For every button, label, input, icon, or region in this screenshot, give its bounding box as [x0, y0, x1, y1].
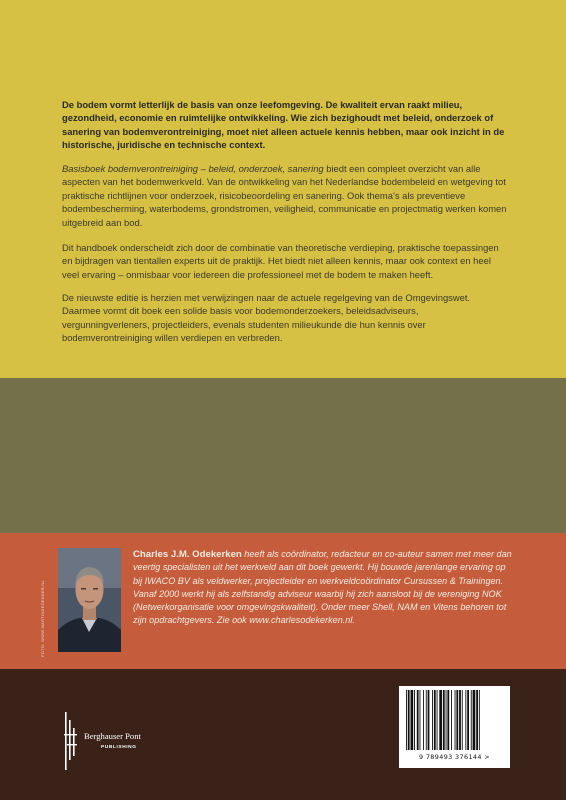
author-bio-text: heeft als coördinator, redacteur en co-auteur samen met meer dan veertig specialisten uit het werkveld aan dit boek gewerkt. Hij bouwde jarenlange ervaring op bij IWACO BV als veldwerker, projectleider en werkveldcoördinator Cursussen & Trainingen. Vanaf 2000 werkt hij als zelfstandig adviseur waarbij hij zich aansloot bij de vereniging NOK (Netwerkorganisatie voor omgevingskwaliteit). Onder meer Shell, NAM en Vitens behoren tot zijn opdrachtgevers. Zie ook www.charlesodekerken.nl.: [133, 549, 512, 626]
publisher-mark-icon: [63, 712, 79, 770]
photo-credit: [40, 547, 48, 657]
intro-paragraph: De bodem vormt letterlijk de basis van onze leefomgeving. De kwaliteit ervan raakt milieu, gezondheid, economie en ruimtelijke ontwikkeling. Wie zich bezighoudt met beleid, onderzoek of sanering van bodemverontreiniging, moet niet alleen actuele kennis hebben, maar ook inzicht in de historische, juridische en technische context.: [62, 99, 505, 151]
publisher-sub: PUBLISHING: [101, 745, 137, 750]
author-bio: [133, 548, 513, 628]
book-title: Basisboek bodemverontreiniging – beleid, onderzoek, sanering: [62, 163, 324, 174]
olive-band: [0, 378, 566, 533]
barcode-bars-icon: [404, 690, 505, 750]
author-photo: [58, 548, 121, 652]
isbn-text: 9 789493 376144 >: [418, 753, 491, 761]
author-name: Charles J.M. Odekerken: [133, 549, 242, 560]
description-text: biedt een compleet overzicht van alle aspecten van het bodemwerkveld. Van de ontwikkeling van het Nederlandse bodembeleid en wetgeving tot praktische richtlijnen voor onderzoek, risicobeoordeling en sanering. Ook thema’s als preventieve bodembescherming, waterbodems, grondstromen, veiligheid, communicatie en projectmatig werken komen uitgebreid aan bod.: [62, 163, 507, 228]
publisher-logo: [63, 712, 183, 772]
description-paragraph: [62, 162, 508, 229]
handbook-paragraph: Dit handboek onderscheidt zich door de combinatie van theoretische verdieping, praktische toepassingen en bijdragen van tientallen experts uit de praktijk. Het biedt niet alleen kennis, maar ook context en heel veel ervaring – onmisbaar voor iedereen die professioneel met de bodem te maken heeft.: [62, 242, 499, 280]
photo-credit-text: FOTO: WWW.MARTINDEDEKKER.NL: [40, 579, 45, 657]
edition-paragraph: De nieuwste editie is herzien met verwijzingen naar de actuele regelgeving van de Omgevingswet. Daarmee vormt dit boek een solide basis voor bodemonderzoekers, beleidsadviseurs, vergunningverleners, projectleiders, evenals studenten milieukunde die hun kennis over bodemverontreiniging willen verdiepen en verbreden.: [62, 292, 471, 344]
publisher-name: Berghauser Pont: [84, 731, 141, 741]
barcode: [399, 686, 510, 768]
